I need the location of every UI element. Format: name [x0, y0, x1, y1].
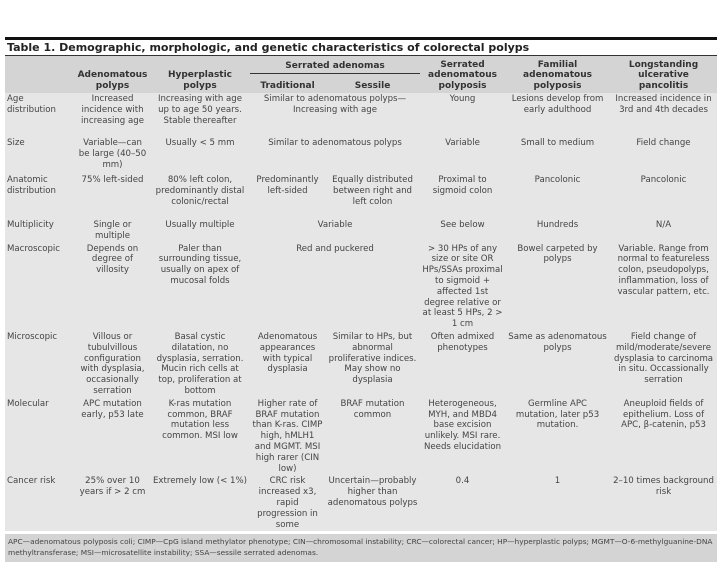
- header-blank: [5, 56, 75, 93]
- cell: Young: [420, 93, 505, 137]
- cell: Depends on degree of villosity: [75, 243, 150, 331]
- cell: BRAF mutation common: [325, 398, 420, 476]
- cell: Similar to adenomatous polyps—Increasing with age: [250, 93, 420, 137]
- cell: Field change: [610, 137, 717, 174]
- cell: Basal cystic dilatation, no dysplasia, serration. Mucin rich cells at top, proliferation at bottom: [150, 331, 250, 398]
- cell: Equally distributed between right and left colon: [325, 174, 420, 219]
- row-label: Microscopic: [5, 331, 75, 398]
- cell: Often admixed phenotypes: [420, 331, 505, 398]
- cell: Usually < 5 mm: [150, 137, 250, 174]
- characteristics-table: [5, 56, 717, 531]
- cell: Extremely low (< 1%): [150, 475, 250, 531]
- table-row: [5, 243, 717, 331]
- cell: Small to medium: [505, 137, 610, 174]
- cell: Higher rate of BRAF mutation than K-ras. CIMP high, hMLH1 and MGMT. MSI high rarer (CIN low): [250, 398, 325, 476]
- cell: Variable. Range from normal to featureless colon, pseudopolyps, inflammation, loss of vascular pattern, etc.: [610, 243, 717, 331]
- cell: 2–10 times background risk: [610, 475, 717, 531]
- cell: Variable—can be large (40–50 mm): [75, 137, 150, 174]
- header-sessile: Sessile: [325, 73, 420, 93]
- row-label: Size: [5, 137, 75, 174]
- cell: Increasing with age up to age 50 years. Stable thereafter: [150, 93, 250, 137]
- header-traditional: Traditional: [250, 73, 325, 93]
- cell: Red and puckered: [250, 243, 420, 331]
- cell: Lesions develop from early adulthood: [505, 93, 610, 137]
- cell: CRC risk increased x3, rapid progression in some: [250, 475, 325, 531]
- cell: Variable: [420, 137, 505, 174]
- cell: Pancolonic: [610, 174, 717, 219]
- cell: APC mutation early, p53 late: [75, 398, 150, 476]
- row-label: Multiplicity: [5, 219, 75, 243]
- cell: Pancolonic: [505, 174, 610, 219]
- cell: Heterogeneous, MYH, and MBD4 base excision unlikely. MSI rare. Needs elucidation: [420, 398, 505, 476]
- cell: 25% over 10 years if > 2 cm: [75, 475, 150, 531]
- cell: 75% left-sided: [75, 174, 150, 219]
- cell: Similar to HPs, but abnormal proliferative indices. May show no dysplasia: [325, 331, 420, 398]
- cell: 0.4: [420, 475, 505, 531]
- cell: Usually multiple: [150, 219, 250, 243]
- cell: Aneuploid fields of epithelium. Loss of APC, β-catenin, p53: [610, 398, 717, 476]
- cell: > 30 HPs of any size or site OR HPs/SSAs proximal to sigmoid + affected 1st degree relative or at least 5 HPs, 2 > 1 cm: [420, 243, 505, 331]
- cell: Same as adenomatous polyps: [505, 331, 610, 398]
- row-label: Macroscopic: [5, 243, 75, 331]
- row-label: Anatomic distribution: [5, 174, 75, 219]
- header-ulcerative: Longstanding ulcerative pancolitis: [610, 56, 717, 93]
- header-serrated-polyposis: Serrated adenomatous polyposis: [420, 56, 505, 93]
- cell: Paler than surrounding tissue, usually on apex of mucosal folds: [150, 243, 250, 331]
- table-row: [5, 174, 717, 219]
- cell: Proximal to sigmoid colon: [420, 174, 505, 219]
- table-row: [5, 331, 717, 398]
- cell: Villous or tubulvillous configuration with dysplasia, occasionally serration: [75, 331, 150, 398]
- header-serrated-adenomas: Serrated adenomas: [250, 56, 420, 73]
- cell: Hundreds: [505, 219, 610, 243]
- row-label: Age distribution: [5, 93, 75, 137]
- table-row: [5, 219, 717, 243]
- cell: Field change of mild/moderate/severe dysplasia to carcinoma in situ. Occassionally serration: [610, 331, 717, 398]
- polyps-table-figure: [5, 37, 717, 562]
- row-label: Molecular: [5, 398, 75, 476]
- header-hyperplastic: Hyperplastic polyps: [150, 56, 250, 93]
- table-row: [5, 398, 717, 476]
- cell: Adenomatous appearances with typical dysplasia: [250, 331, 325, 398]
- cell: Increased incidence with increasing age: [75, 93, 150, 137]
- cell: Uncertain—probably higher than adenomatous polyps: [325, 475, 420, 531]
- cell: Bowel carpeted by polyps: [505, 243, 610, 331]
- cell: Similar to adenomatous polyps: [250, 137, 420, 174]
- cell: Variable: [250, 219, 420, 243]
- header-adenomatous: Adenomatous polyps: [75, 56, 150, 93]
- cell: Germline APC mutation, later p53 mutation.: [505, 398, 610, 476]
- row-label: Cancer risk: [5, 475, 75, 531]
- header-fap: Familial adenomatous polyposis: [505, 56, 610, 93]
- cell: 80% left colon, predominantly distal colonic/rectal: [150, 174, 250, 219]
- table-row: [5, 93, 717, 137]
- cell: Single or multiple: [75, 219, 150, 243]
- table-row: [5, 475, 717, 531]
- cell: N/A: [610, 219, 717, 243]
- cell: See below: [420, 219, 505, 243]
- cell: Increased incidence in 3rd and 4th decades: [610, 93, 717, 137]
- cell: Predominantly left-sided: [250, 174, 325, 219]
- table-title: Table 1. Demographic, morphologic, and genetic characteristics of colorectal polyps: [5, 37, 717, 56]
- cell: 1: [505, 475, 610, 531]
- table-footnote: APC—adenomatous polyposis coli; CIMP—CpG island methylator phenotype; CIN—chromosomal instability; CRC—colorectal cancer; HP—hyperplastic polyps; MGMT—O-6-methylguanine-DNA methyltransferase; MSI—microsatellite instability; SSA—sessile serrated adenomas.: [5, 534, 717, 562]
- cell: K-ras mutation common, BRAF mutation less common. MSI low: [150, 398, 250, 476]
- table-row: [5, 137, 717, 174]
